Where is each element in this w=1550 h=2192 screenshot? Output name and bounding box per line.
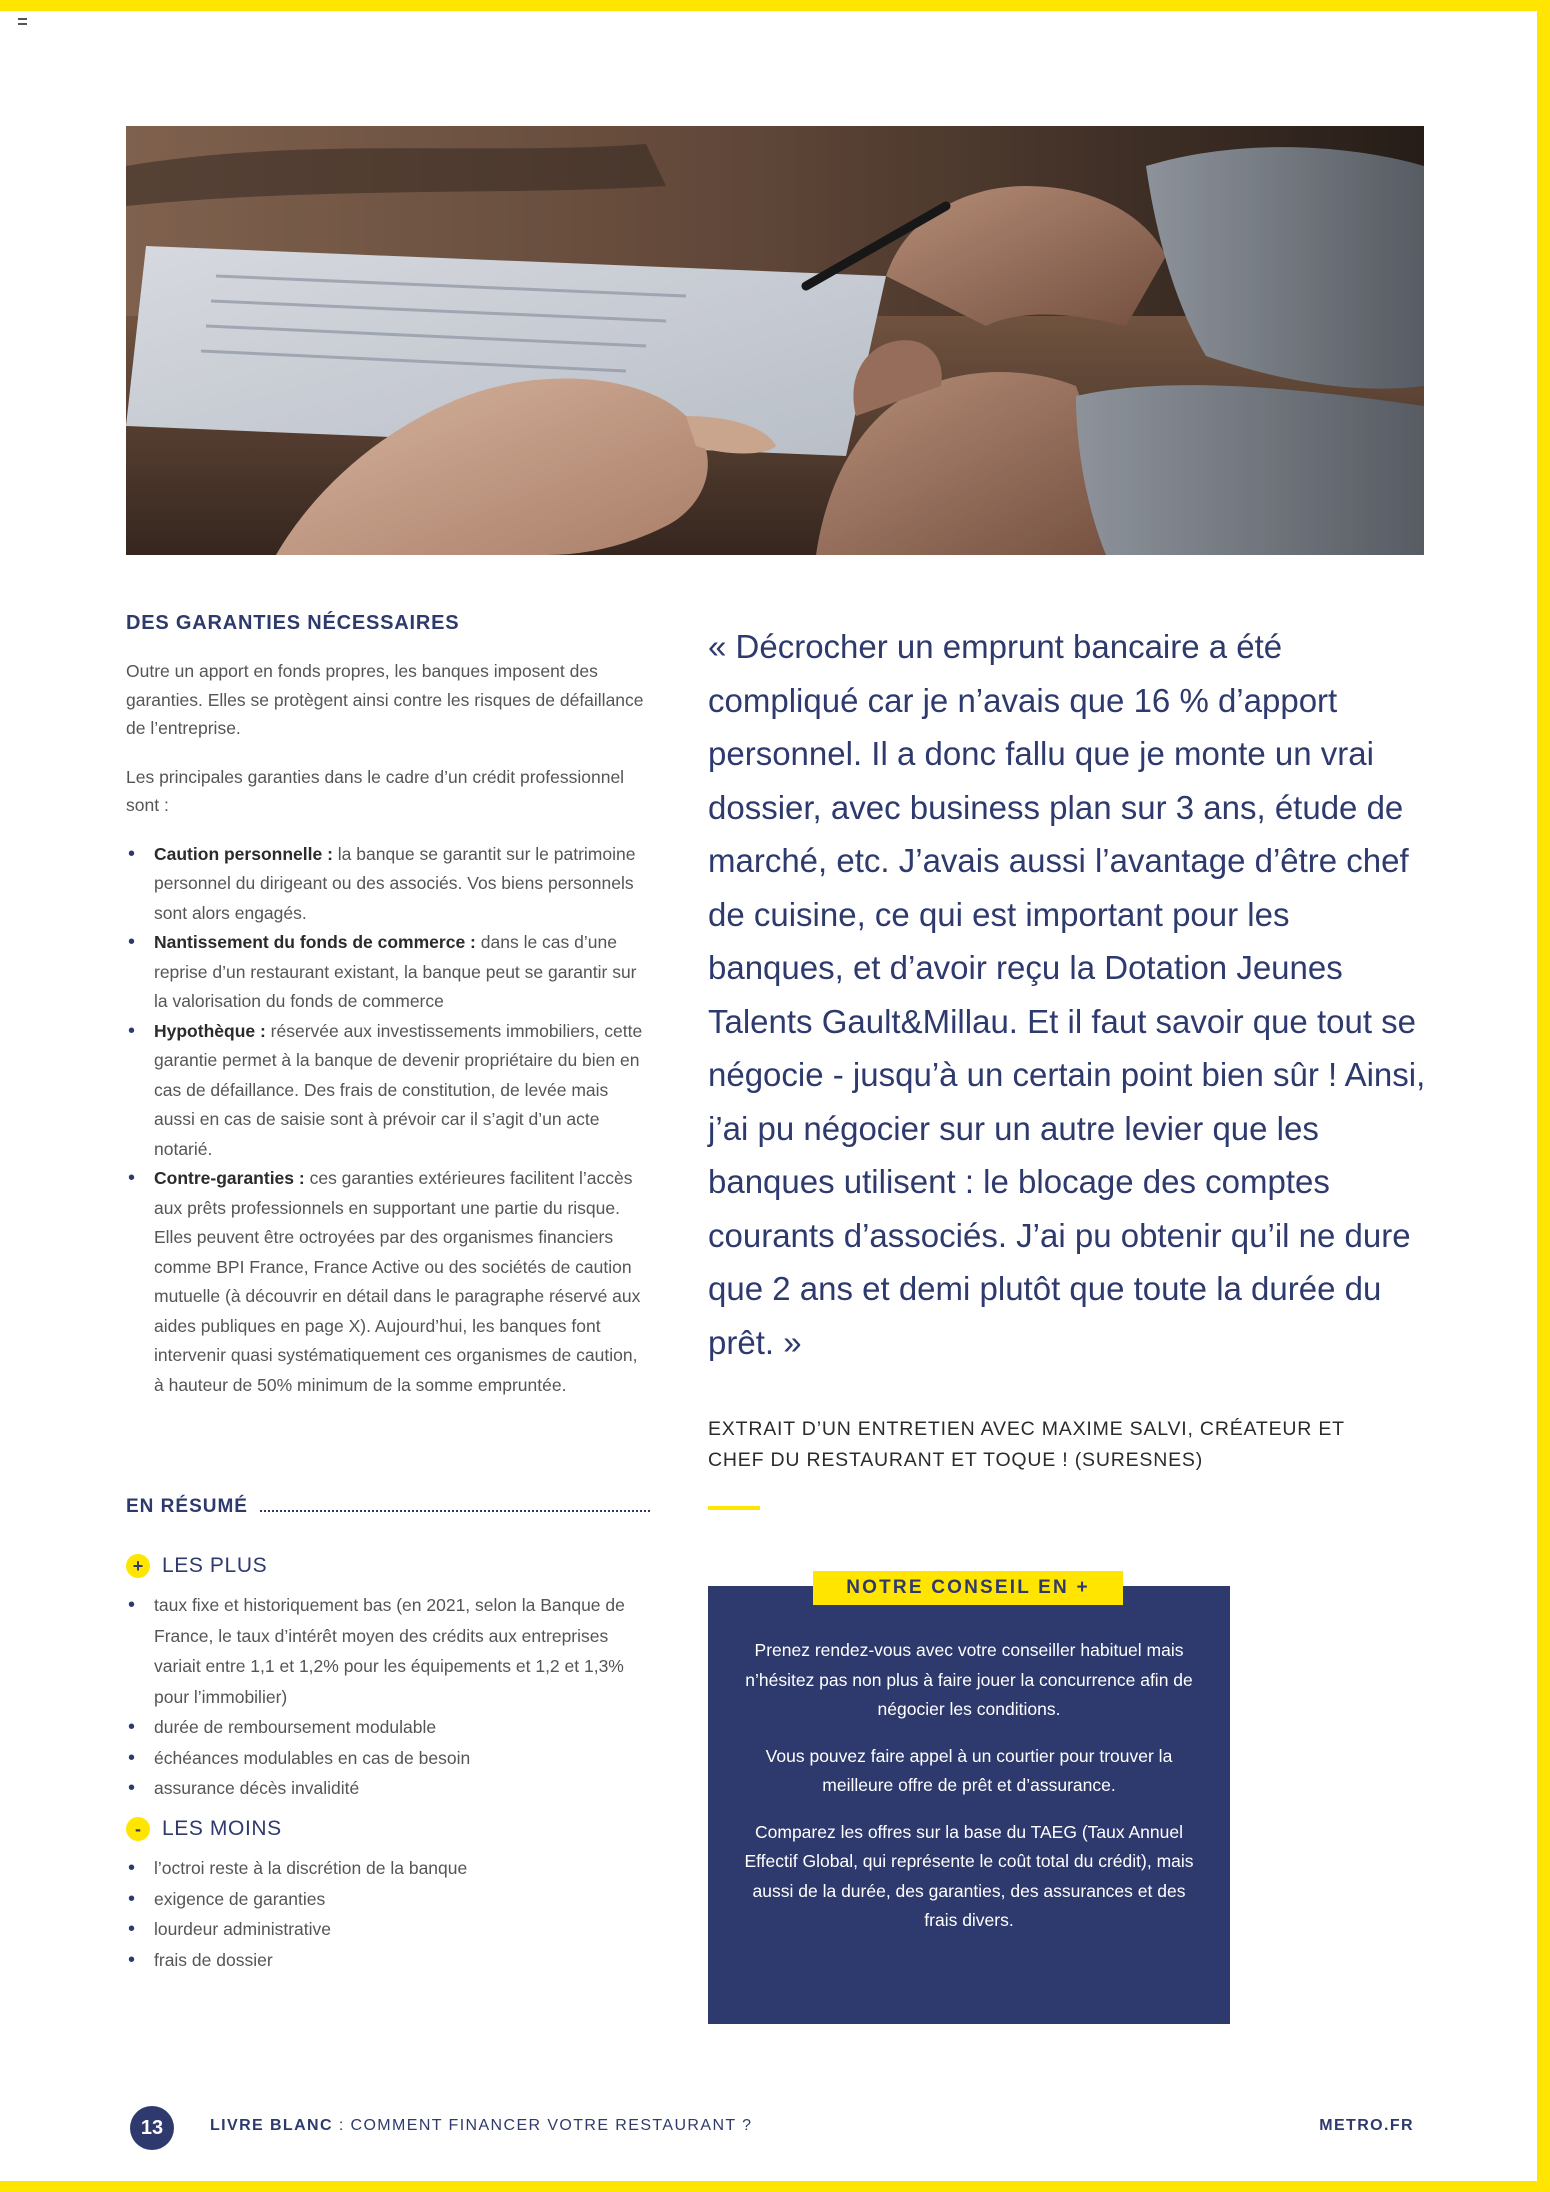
section-title: DES GARANTIES NÉCESSAIRES xyxy=(126,612,460,634)
plus-title: LES PLUS xyxy=(162,1554,268,1577)
advice-paragraph: Prenez rendez-vous avec votre conseiller habituel mais n’hésitez pas non plus à faire jouer la concurrence afin de négocier les conditions. xyxy=(745,1640,1193,1719)
list-item: • exigence de garanties xyxy=(126,1884,650,1915)
menu-icon xyxy=(18,18,27,25)
dotted-divider xyxy=(260,1502,650,1512)
list-item: • échéances modulables en cas de besoin xyxy=(126,1743,650,1774)
guarantee-desc: réservée aux investissements immobiliers, cette garantie permet à la banque de devenir propriétaire du bien en cas de défaillance. Des frais de constitution, de levée mais aussi en cas de saisie sont à prévoir car il s’agit d’un acte notarié. xyxy=(154,1020,643,1159)
advice-body xyxy=(740,1636,1198,1953)
minus-list xyxy=(126,1853,650,1975)
quote-credit: EXTRAIT D’UN ENTRETIEN AVEC MAXIME SALVI, CRÉATEUR ET CHEF DU RESTAURANT ET TOQUE ! (SURESNES) xyxy=(708,1418,1345,1471)
resume-title: EN RÉSUMÉ xyxy=(126,1496,248,1517)
footer-doc-rest: : COMMENT FINANCER VOTRE RESTAURANT ? xyxy=(332,2117,753,2134)
plus-icon: + xyxy=(126,1554,150,1578)
yellow-frame-top xyxy=(0,0,1550,11)
pull-quote: « Décrocher un emprunt bancaire a été compliqué car je n’avais que 16 % d’apport personnel. Il a donc fallu que je monte un vrai dossier, avec business plan sur 3 ans, étude de marché, etc. J’avais aussi l’avantage d’être chef de cuisine, ce qui est important pour les banques, et d’avoir reçu la Dotation Jeunes Talents Gault&Millau. Et il faut savoir que tout se négocie - jusqu’à un certain point bien sûr ! Ainsi, j’ai pu négocier sur un autre levier que les banques utilisent : le blocage des comptes courants d’associés. J’ai pu obtenir qu’il ne dure que 2 ans et demi plutôt que toute la durée du prêt. » xyxy=(708,628,1426,1361)
list-item: • assurance décès invalidité xyxy=(126,1773,650,1804)
guarantee-term: Nantissement du fonds de commerce : xyxy=(154,932,476,952)
advice-paragraph: Comparez les offres sur la base du TAEG (Taux Annuel Effectif Global, qui représente le coût total du crédit), mais aussi de la durée, des garanties, des assurances et des frais divers. xyxy=(744,1821,1194,1930)
guarantee-item xyxy=(126,1164,650,1400)
intro-paragraph-1: Outre un apport en fonds propres, les banques imposent des garanties. Elles se protègent ainsi contre les risques de défaillance de l’entreprise. xyxy=(126,661,644,738)
guarantee-list xyxy=(126,840,650,1401)
footer-doc-bold: LIVRE BLANC xyxy=(210,2117,333,2134)
minus-icon: - xyxy=(126,1817,150,1841)
guarantee-desc: la banque se garantit sur le patrimoine personnel du dirigeant ou des associés. Vos biens personnels sont alors engagés. xyxy=(154,843,636,923)
advice-tag: NOTRE CONSEIL EN + xyxy=(813,1571,1123,1605)
yellow-frame-bottom xyxy=(0,2181,1550,2192)
guarantees-section xyxy=(126,612,650,1400)
page-number: 13 xyxy=(130,2106,174,2150)
minus-header xyxy=(126,1817,282,1841)
list-item: • durée de remboursement modulable xyxy=(126,1712,650,1743)
advice-paragraph: Vous pouvez faire appel à un courtier pour trouver la meilleure offre de prêt et d’assurance. xyxy=(765,1745,1173,1795)
minus-title: LES MOINS xyxy=(162,1817,282,1840)
guarantee-desc: dans le cas d’une reprise d’un restaurant existant, la banque peut se garantir sur la valorisation du fonds de commerce xyxy=(154,932,637,1011)
guarantee-desc: ces garanties extérieures facilitent l’accès aux prêts professionnels en supportant une partie du risque. Elles peuvent être octroyées par des organismes financiers comme BPI France, France Active ou des sociétés de caution mutuelle (à découvrir en détail dans le paragraphe réservé aux aides publiques en page X). Aujourd’hui, les banques font intervenir quasi systématiquement ces organismes de caution, à hauteur de 50% minimum de la somme empruntée. xyxy=(154,1168,641,1395)
guarantee-term: Caution personnelle : xyxy=(154,843,333,864)
guarantee-term: Hypothèque : xyxy=(154,1020,266,1041)
footer-site-link[interactable]: METRO.FR xyxy=(1319,2117,1414,2134)
footer-doc-title xyxy=(210,2117,752,2135)
intro-paragraph-2: Les principales garanties dans le cadre d’un crédit professionnel sont : xyxy=(126,766,625,815)
list-item: • lourdeur administrative xyxy=(126,1914,650,1945)
resume-header xyxy=(126,1496,650,1518)
guarantee-item xyxy=(126,840,650,929)
list-item: • frais de dossier xyxy=(126,1945,650,1976)
accent-bar xyxy=(708,1506,760,1510)
yellow-frame-right xyxy=(1537,0,1550,2192)
guarantee-term: Contre-garanties : xyxy=(154,1168,305,1188)
list-item: • l’octroi reste à la discrétion de la banque xyxy=(126,1853,650,1884)
list-item: • taux fixe et historiquement bas (en 2021, selon la Banque de France, le taux d’intérêt moyen des crédits aux entreprises variait entre 1,1 et 1,2% pour les équipements et 1,2 et 1,3% pour l’immobilier) xyxy=(126,1590,650,1712)
plus-list xyxy=(126,1590,650,1804)
plus-header xyxy=(126,1554,267,1578)
guarantee-item xyxy=(126,1017,650,1165)
hands-signing-photo xyxy=(126,126,1424,555)
guarantee-item xyxy=(126,928,650,1017)
